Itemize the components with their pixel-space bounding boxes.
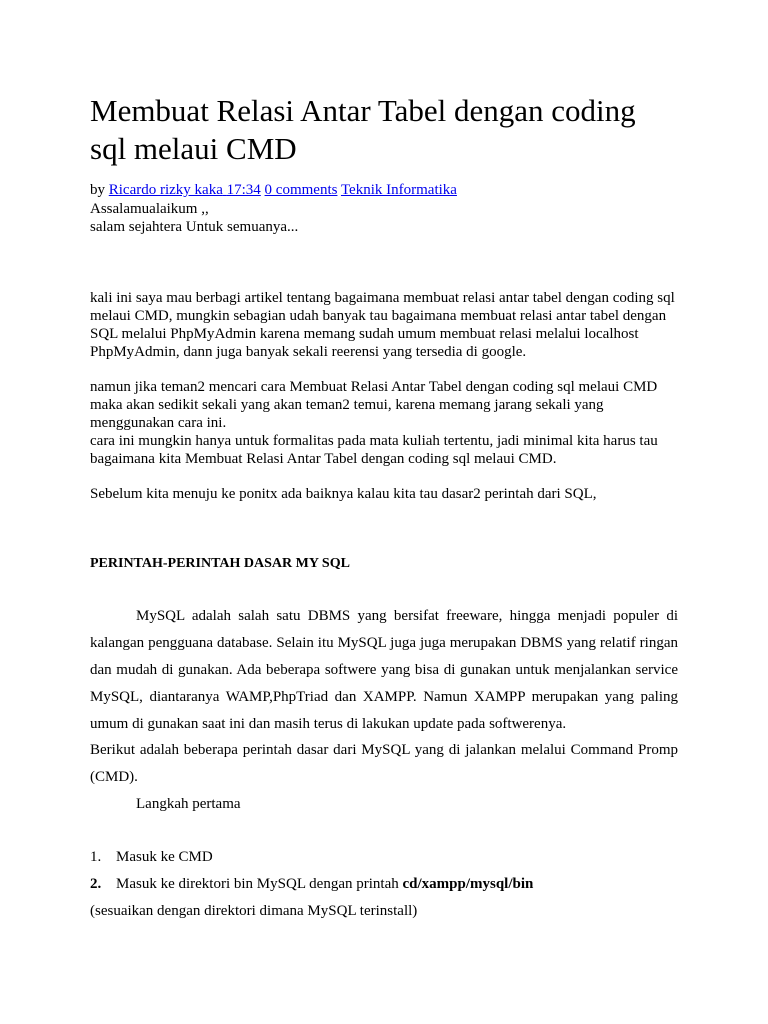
paragraph-line: Sebelum kita menuju ke ponitx ada baiknya kalau kita tau dasar2 perintah dari SQL, bbox=[90, 486, 597, 502]
install-note bbox=[90, 902, 680, 920]
command-code: cd/xampp/mysql/bin bbox=[402, 876, 534, 892]
list-text: Masuk ke direktori bin MySQL dengan printah bbox=[116, 876, 403, 892]
list-number: 2. bbox=[90, 876, 102, 892]
greeting-line: salam sejahtera Untuk semuanya... bbox=[90, 219, 299, 235]
paragraph-line: melaui CMD, mungkin sebagian udah banyak tau bagaimana membuat relasi antar tabel dengan bbox=[90, 308, 667, 324]
list-number: 1. bbox=[90, 849, 102, 865]
paragraph-line: kali ini saya mau berbagi artikel tentang bagaimana membuat relasi antar tabel dengan coding sql bbox=[90, 290, 675, 306]
mysql-paragraph bbox=[90, 607, 678, 742]
list-item bbox=[90, 875, 533, 893]
author-name: Ricardo rizky kaka bbox=[108, 182, 223, 198]
article-title-line: sql melaui CMD bbox=[90, 131, 297, 166]
cmd-paragraph bbox=[90, 378, 680, 468]
comments-link[interactable]: 0 comments bbox=[264, 182, 338, 198]
post-time: 17:34 bbox=[226, 182, 261, 198]
paragraph-line: maka akan sedikit sekali yang akan teman2 temui, karena memang jarang sekali yang bbox=[90, 397, 604, 413]
intro-paragraph bbox=[90, 289, 680, 361]
paragraph-line: bagaimana kita Membuat Relasi Antar Tabel dengan coding sql melaui CMD. bbox=[90, 451, 557, 467]
article-meta bbox=[90, 181, 457, 200]
article-title-line: Membuat Relasi Antar Tabel dengan coding bbox=[90, 93, 636, 128]
paragraph-line: PhpMyAdmin, dann juga banyak sekali reerensi yang tersedia di google. bbox=[90, 344, 527, 360]
list-item bbox=[90, 848, 213, 866]
greeting-line: Assalamualaikum ,, bbox=[90, 201, 209, 217]
paragraph-line: MySQL, diantaranya WAMP,PhpTriad dan XAMPP. Namun XAMPP merupakan yang paling bbox=[90, 689, 678, 705]
paragraph-line: (CMD). bbox=[90, 769, 138, 785]
paragraph-line: umum di gunakan saat ini dan masih terus di lakukan update pada softwerenya. bbox=[90, 716, 567, 732]
paragraph-line: Langkah pertama bbox=[136, 796, 241, 812]
paragraph-line: MySQL adalah salah satu DBMS yang bersifat freeware, hingga menjadi populer di bbox=[136, 608, 678, 624]
paragraph-line: SQL melalui PhpMyAdmin karena memang sudah umum membuat relasi melalui localhost bbox=[90, 326, 639, 342]
sql-basics-paragraph bbox=[90, 485, 680, 503]
paragraph-line: kalangan pengguana database. Selain itu MySQL juga juga merupakan DBMS yang relatif ringan bbox=[90, 635, 678, 651]
langkah-label bbox=[90, 795, 680, 813]
paragraph-line: cara ini mungkin hanya untuk formalitas pada mata kuliah tertentu, jadi minimal kita harus tau bbox=[90, 433, 658, 449]
list-text: Masuk ke CMD bbox=[116, 849, 213, 865]
article-title bbox=[90, 92, 680, 168]
paragraph-line: (sesuaikan dengan direktori dimana MySQL terinstall) bbox=[90, 903, 418, 919]
paragraph-line: menggunakan cara ini. bbox=[90, 415, 227, 431]
berikut-paragraph bbox=[90, 741, 678, 795]
paragraph-line: Berikut adalah beberapa perintah dasar dari MySQL yang di jalankan melalui Command Promp bbox=[90, 742, 678, 758]
section-heading: PERINTAH-PERINTAH DASAR MY SQL bbox=[90, 556, 350, 571]
paragraph-line: namun jika teman2 mencari cara Membuat Relasi Antar Tabel dengan coding sql melaui CMD bbox=[90, 379, 658, 395]
category-link[interactable]: Teknik Informatika bbox=[340, 182, 457, 198]
meta-by-label: by bbox=[90, 182, 105, 198]
author-link[interactable] bbox=[109, 182, 261, 198]
greeting-block bbox=[90, 200, 680, 236]
paragraph-line: dan mudah di gunakan. Ada beberapa softwere yang bisa di gunakan untuk menjalankan service bbox=[90, 662, 678, 678]
